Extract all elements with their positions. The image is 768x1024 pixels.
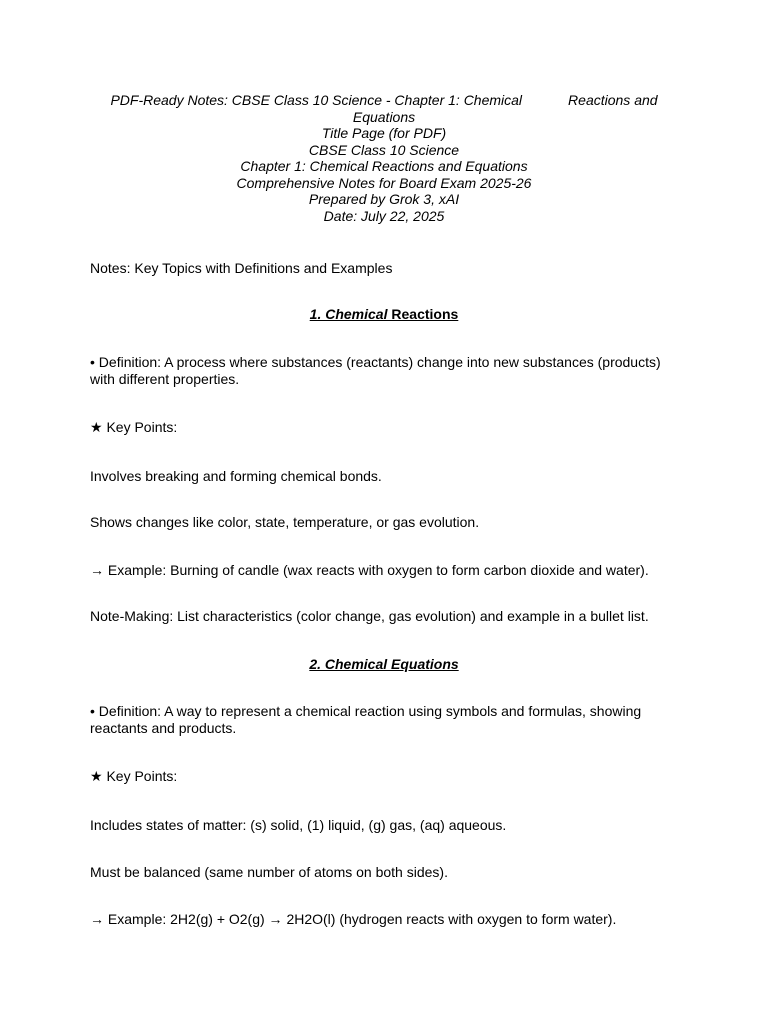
section-1-point-1: Involves breaking and forming chemical bonds. xyxy=(90,468,382,484)
section-1-example: → Example: Burning of candle (wax reacts with oxygen to form carbon dioxide and water). xyxy=(90,562,649,578)
title-page-label: Title Page (for PDF) xyxy=(321,125,447,141)
chapter-label: Chapter 1: Chemical Reactions and Equations xyxy=(240,158,528,174)
section-2-definition: • Definition: A way to represent a chemical reaction using symbols and formulas, showing reactants and products. xyxy=(90,703,642,736)
class-label: CBSE Class 10 Science xyxy=(308,141,460,158)
section-1-note: Note-Making: List characteristics (color change, gas evolution) and example in a bullet list. xyxy=(90,608,649,624)
section-2-key-points: ★ Key Points: xyxy=(90,768,178,784)
intro-text: Notes: Key Topics with Definitions and Examples xyxy=(90,260,393,276)
section-2-point-1: Includes states of matter: (s) solid, (1) liquid, (g) gas, (aq) aqueous. xyxy=(90,817,507,833)
section-2-heading: 2. Chemical Equations xyxy=(309,656,459,672)
section-1-heading xyxy=(90,306,678,323)
date-line: Date: July 22, 2025 xyxy=(323,207,445,224)
title-part-2: Reactions and xyxy=(568,92,658,108)
section-1-heading-num: 1. Chemical xyxy=(309,306,388,322)
notes-subtitle: Comprehensive Notes for Board Exam 2025-26 xyxy=(236,174,532,191)
author-line: Prepared by Grok 3, xAI xyxy=(308,191,460,207)
title-block xyxy=(90,92,678,224)
document-title xyxy=(90,92,678,109)
title-line-2: Equations xyxy=(352,108,416,125)
section-1-point-2: Shows changes like color, state, temperature, or gas evolution. xyxy=(90,514,480,530)
title-part-1: PDF-Ready Notes: CBSE Class 10 Science - Chapter 1: Chemical xyxy=(110,92,523,108)
section-1-heading-rest: Reactions xyxy=(387,306,459,322)
section-1-definition: • Definition: A process where substances (reactants) change into new substances (products) with different properties. xyxy=(90,354,661,387)
section-2-point-2: Must be balanced (same number of atoms on both sides). xyxy=(90,864,448,880)
section-2-example: → Example: 2H2(g) + O2(g) → 2H2O(l) (hydrogen reacts with oxygen to form water). xyxy=(90,911,617,927)
section-1-key-points: ★ Key Points: xyxy=(90,419,178,435)
